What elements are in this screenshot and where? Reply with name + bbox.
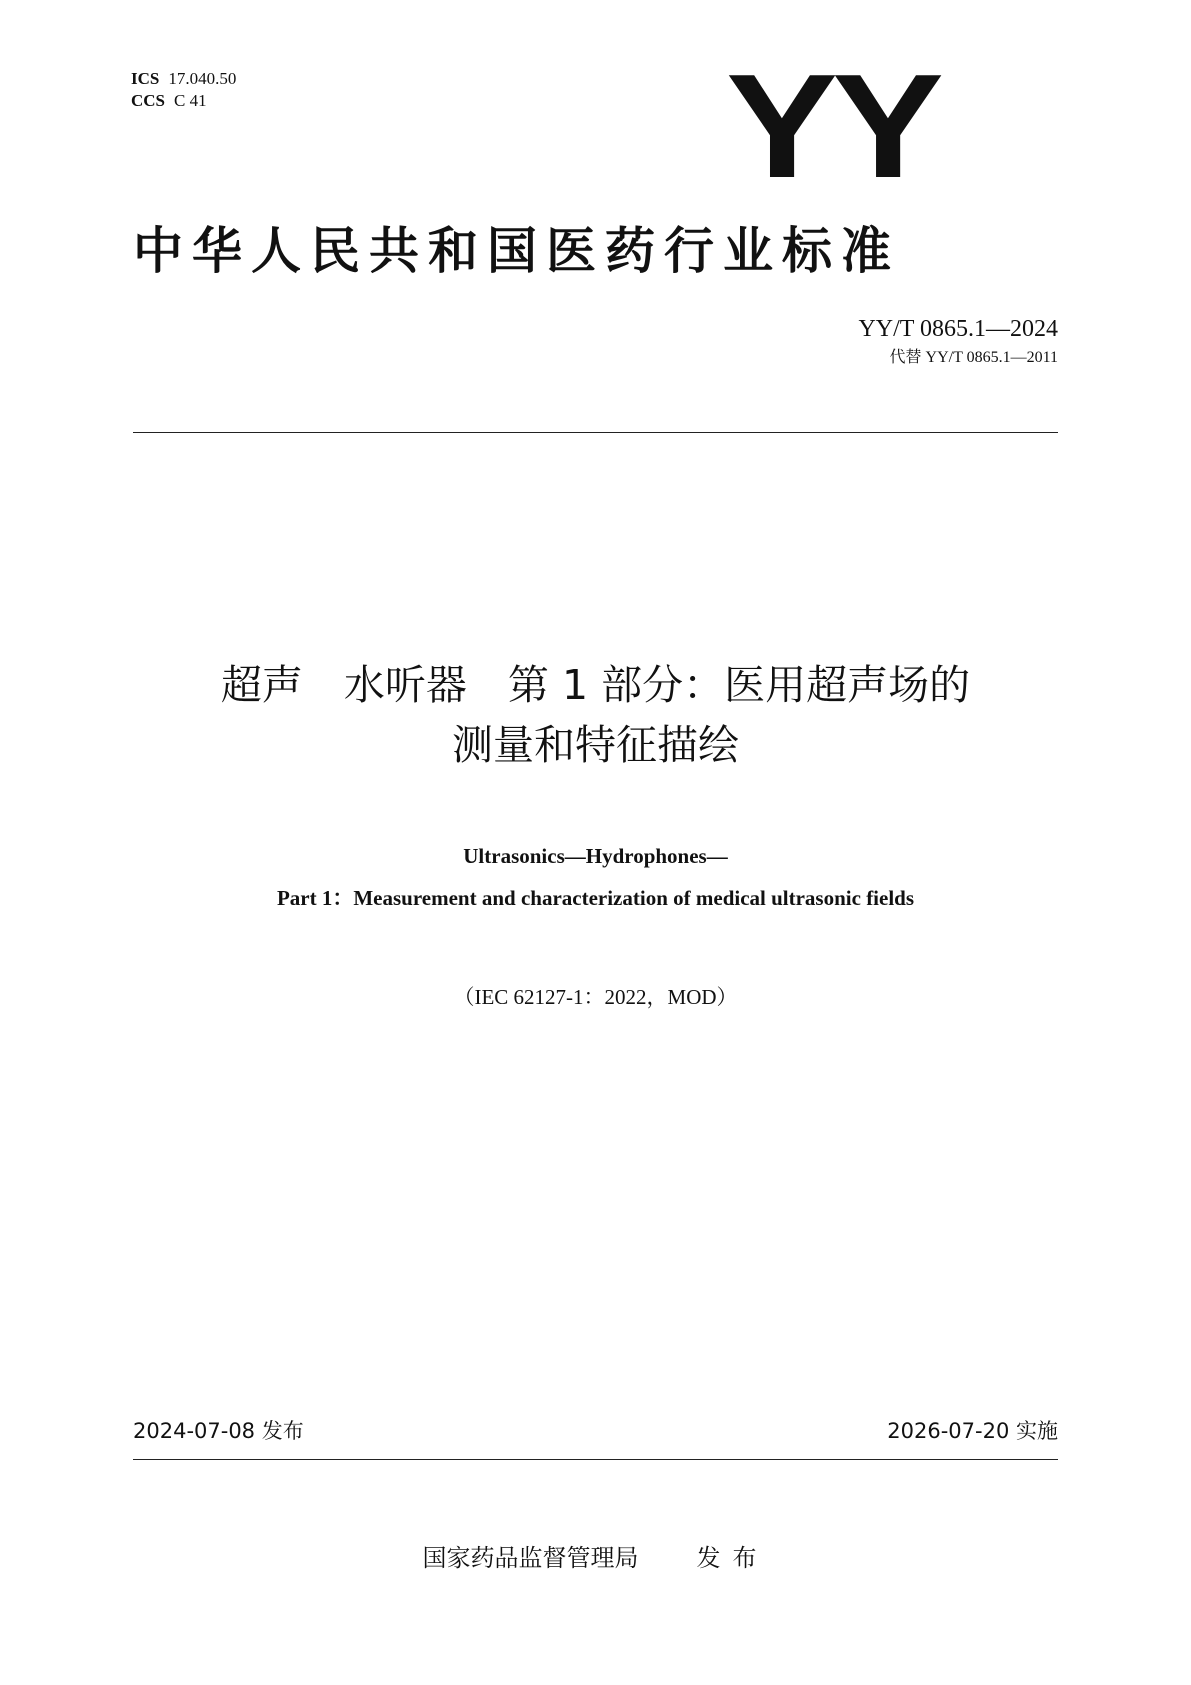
issue-label: 发布	[696, 1544, 769, 1572]
english-title-line-2: Part 1：Measurement and characterization of medical ultrasonic fields	[276, 886, 915, 910]
adoption-reference: （IEC 62127-1：2022，MOD）	[453, 985, 738, 1009]
ccs-code: C 41	[174, 91, 207, 110]
chinese-title-line-1: 超声 水听器 第 1 部分：医用超声场的	[220, 661, 971, 709]
ics-code: 17.040.50	[168, 69, 237, 88]
standard-number: YY/T 0865.1—2024	[858, 316, 1058, 342]
chinese-title	[0, 655, 1191, 775]
publish-date: 2024-07-08 发布	[133, 1419, 304, 1443]
replaces-note: 代替 YY/T 0865.1—2011	[889, 349, 1058, 366]
classification-codes	[131, 68, 236, 112]
issuing-authority-block	[0, 1542, 1191, 1574]
yy-logo: YY	[725, 43, 939, 209]
english-title	[0, 835, 1191, 919]
footer-divider	[133, 1459, 1058, 1460]
standard-type-heading: 中华人民共和国医药行业标准	[133, 222, 900, 280]
ccs-row	[131, 90, 236, 112]
ics-row	[131, 68, 236, 90]
issuing-authority: 国家药品监督管理局	[422, 1544, 639, 1572]
chinese-title-line-2: 测量和特征描绘	[452, 721, 739, 769]
ics-label: ICS	[131, 69, 160, 88]
implement-date: 2026-07-20 实施	[887, 1419, 1058, 1443]
english-title-line-1: Ultrasonics—Hydrophones—	[463, 844, 728, 868]
standard-number-block	[858, 314, 1058, 368]
ccs-label: CCS	[131, 91, 166, 110]
header-divider	[133, 432, 1058, 433]
